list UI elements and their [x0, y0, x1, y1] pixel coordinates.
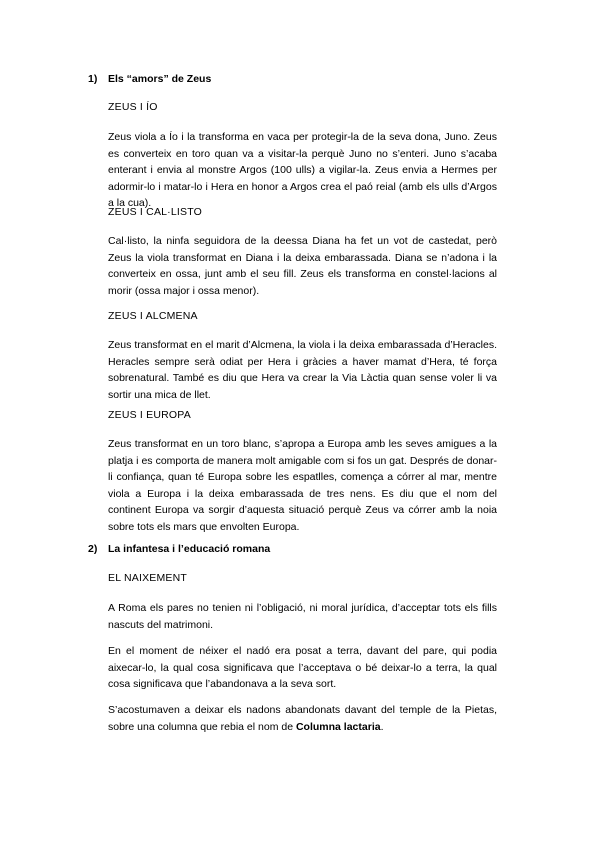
section-1-title: Els “amors” de Zeus — [108, 73, 212, 85]
section-2-title: La infantesa i l’educació romana — [108, 543, 271, 555]
subheading-zeus-europa: ZEUS I EUROPA — [108, 409, 191, 421]
subheading-naixement: EL NAIXEMENT — [108, 572, 188, 584]
section-2-heading — [88, 543, 270, 555]
paragraph-naixement-3 — [108, 702, 497, 735]
paragraph-naixement-3-end: . — [380, 720, 384, 733]
section-2-number: 2) — [88, 543, 98, 555]
paragraph-zeus-europa: Zeus transformat en un toro blanc, s’apropa a Europa amb les seves amigues a la platja i es comporta de manera molt amigable com si fos un gat. Després de donar-li confiança, quan té Europa sobre les espatlles, comença a córrer al mar, mentre viola a Europa i la deixa embarassada de tres nens. Es diu que el nom del continent Europa va sorgir d’aquesta situació perquè Zeus va córrer amb la noia sobre tots els mars que envolten Europa. — [108, 438, 497, 533]
paragraph-zeus-callisto: Cal·listo, la ninfa seguidora de la deessa Diana ha fet un vot de castedat, però Zeus la viola transformat en Diana i la deixa embarassada. Diana se n’adona i la converteix en ossa, junt amb el seu fill. Zeus els transforma en constel·lacions al morir (ossa major i ossa menor). — [108, 235, 497, 297]
paragraph-naixement-1: A Roma els pares no tenien ni l’obligació, ni moral jurídica, d’acceptar tots els fills nascuts del matrimoni. — [108, 602, 497, 631]
subheading-zeus-io: ZEUS I ÍO — [108, 101, 158, 113]
columna-lactaria-term: Columna lactaria — [295, 720, 381, 733]
paragraph-naixement-2: En el moment de néixer el nadó era posat a terra, davant del pare, qui podia aixecar-lo, la qual cosa significava que l’acceptava o bé deixar-lo a terra, la qual cosa significava que l’abandonava a la seva sort. — [108, 645, 497, 691]
subheading-zeus-alcmena: ZEUS I ALCMENA — [108, 310, 198, 322]
subheading-zeus-callisto: ZEUS I CAL·LISTO — [108, 206, 203, 218]
section-1-number: 1) — [88, 73, 98, 85]
paragraph-zeus-alcmena: Zeus transformat en el marit d’Alcmena, la viola i la deixa embarassada d’Heracles. Heracles sempre serà odiat per Hera i gràcies a haver mamat d’Hera, té força sobrenatural. També es diu que Hera va crear la Via Làctia quan sense voler li va sortir una mica de llet. — [108, 339, 497, 401]
paragraph-zeus-io: Zeus viola a Ío i la transforma en vaca per protegir-la de la seva dona, Juno. Zeus es converteix en toro quan va a visitar-la perquè Juno no s’enteri. Juno s’acaba enterant i envia al monstre Argos (100 ulls) a vigilar-la. Zeus envia a Hermes per adormir-lo i matar-lo i Hera en honor a Argos crea el paó reial (amb els ulls d’Argos a la cua). — [108, 131, 497, 210]
paragraph-naixement-3-text: S’acostumaven a deixar els nadons abandonats davant del temple de la Pietas, sobre una columna que rebia el nom de — [108, 704, 497, 733]
section-1-heading — [88, 73, 211, 85]
